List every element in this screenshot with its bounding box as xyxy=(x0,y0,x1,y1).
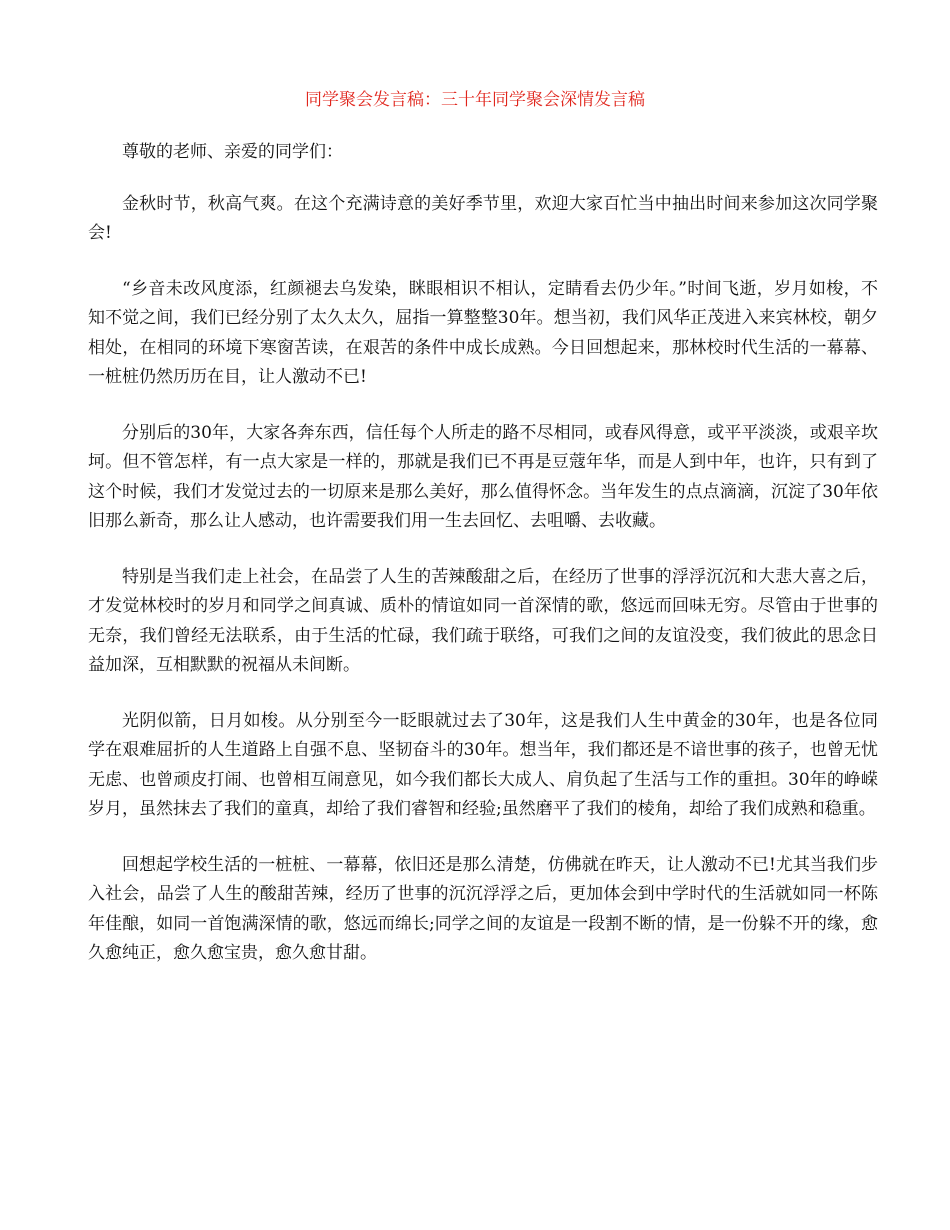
paragraph-2: “乡音未改风度添，红颜褪去乌发染，眯眼相识不相认，定睛看去仍少年。”时间飞逝，岁月如梭，不知不觉之间，我们已经分别了太久太久，屈指一算整整30年。想当初，我们风华正茂进入来宾林校，朝夕相处，在相同的环境下寒窗苦读，在艰苦的条件中成长成熟。今日回想起来，那林校时代生活的一幕幕、一桩桩仍然历历在目，让人激动不已! xyxy=(88,278,878,387)
document-title: 同学聚会发言稿：三十年同学聚会深情发言稿 xyxy=(305,90,645,110)
paragraph-5: 光阴似箭，日月如梭。从分别至今一眨眼就过去了30年，这是我们人生中黄金的30年，也是各位同学在艰难屈折的人生道路上自强不息、坚韧奋斗的30年。想当年，我们都还是不谙世事的孩子，也曾无忧无虑、也曾顽皮打闹、也曾相互闹意见，如今我们都长大成人、肩负起了生活与工作的重担。30年的峥嵘岁月，虽然抹去了我们的童真，却给了我们睿智和经验;虽然磨平了我们的棱角，却给了我们成熟和稳重。 xyxy=(88,710,878,819)
paragraph-3: 分别后的30年，大家各奔东西，信任每个人所走的路不尽相同，或春风得意，或平平淡淡，或艰辛坎坷。但不管怎样，有一点大家是一样的，那就是我们已不再是豆蔻年华，而是人到中年，也许，只有到了这个时候，我们才发觉过去的一切原来是那么美好，那么值得怀念。当年发生的点点滴滴，沉淀了30年依旧那么新奇，那么让人感动，也许需要我们用一生去回忆、去咀嚼、去收藏。 xyxy=(88,422,878,531)
greeting-line: 尊敬的老师、亲爱的同学们： xyxy=(122,142,343,162)
paragraph-4: 特别是当我们走上社会，在品尝了人生的苦辣酸甜之后，在经历了世事的浮浮沉沉和大悲大喜之后，才发觉林校时的岁月和同学之间真诚、质朴的情谊如同一首深情的歌，悠远而回味无穷。尽管由于世事的无奈，我们曾经无法联系，由于生活的忙碌，我们疏于联络，可我们之间的友谊没变，我们彼此的思念日益加深，互相默默的祝福从未间断。 xyxy=(88,566,878,675)
paragraph-1: 金秋时节，秋高气爽。在这个充满诗意的美好季节里，欢迎大家百忙当中抽出时间来参加这次同学聚会! xyxy=(88,193,878,243)
paragraph-6: 回想起学校生活的一桩桩、一幕幕，依旧还是那么清楚，仿佛就在昨天，让人激动不已!尤其当我们步入社会，品尝了人生的酸甜苦辣，经历了世事的沉沉浮浮之后，更加体会到中学时代的生活就如同一杯陈年佳酿，如同一首饱满深情的歌，悠远而绵长;同学之间的友谊是一段割不断的情，是一份躲不开的缘，愈久愈纯正，愈久愈宝贵，愈久愈甘甜。 xyxy=(88,854,878,963)
document-body xyxy=(88,138,878,995)
